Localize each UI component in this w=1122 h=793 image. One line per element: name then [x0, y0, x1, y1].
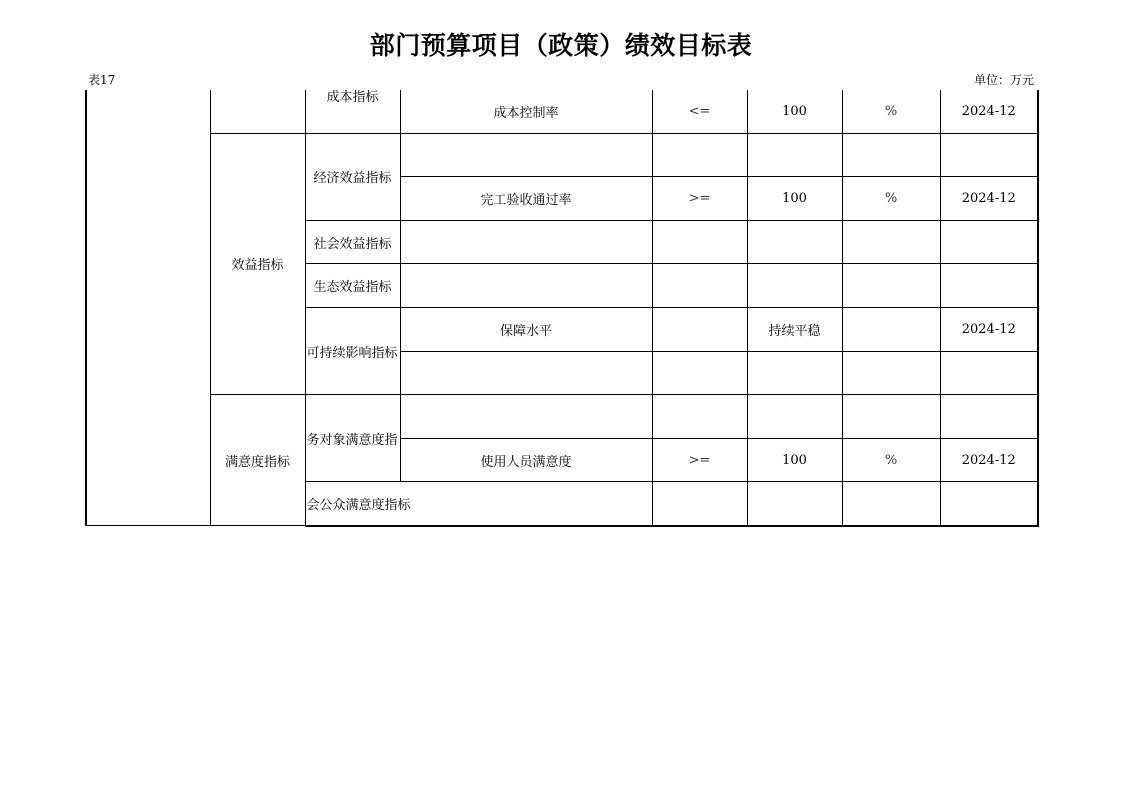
- indicator-cell-empty: [400, 133, 652, 177]
- value-cell-empty: [747, 264, 842, 308]
- level3-economic-indicator: 经济效益指标: [305, 133, 400, 220]
- unit-cell-empty: [842, 395, 940, 439]
- level3-eco-indicator: 生态效益指标: [305, 264, 400, 308]
- level3-sustain-indicator: 可持续影响指标: [305, 307, 400, 394]
- operator-cell-empty: [652, 307, 747, 351]
- value-cell-empty: [747, 133, 842, 177]
- indicator-cost-control-rate: 成本控制率: [400, 90, 652, 133]
- deadline-cell-empty: [940, 482, 1038, 526]
- unit-cell: %: [842, 177, 940, 221]
- table-number: 表17: [88, 73, 116, 87]
- level1-cell-empty: [86, 90, 210, 526]
- value-cell: 100: [747, 438, 842, 482]
- deadline-cell-empty: [940, 351, 1038, 395]
- unit-cell-empty: [842, 133, 940, 177]
- level2-cell-empty: [210, 90, 305, 133]
- deadline-cell-empty: [940, 133, 1038, 177]
- indicator-acceptance-rate: 完工验收通过率: [400, 177, 652, 221]
- unit-cell: %: [842, 438, 940, 482]
- deadline-cell: 2024-12: [940, 438, 1038, 482]
- indicator-user-satisfaction: 使用人员满意度: [400, 438, 652, 482]
- unit-cell-empty: [842, 220, 940, 264]
- operator-cell-empty: [652, 220, 747, 264]
- level2-benefit-indicator: 效益指标: [210, 133, 305, 395]
- level2-satisfaction-indicator: 满意度指标: [210, 395, 305, 526]
- operator-cell: >=: [652, 438, 747, 482]
- unit-cell-empty: [842, 264, 940, 308]
- indicator-cell-empty: [400, 220, 652, 264]
- table-row: [86, 90, 1038, 133]
- operator-cell-empty: [652, 133, 747, 177]
- value-cell-empty: [747, 351, 842, 395]
- operator-cell: >=: [652, 177, 747, 221]
- unit-cell-empty: [842, 351, 940, 395]
- unit-cell-empty: [842, 307, 940, 351]
- indicator-cell-empty: [400, 264, 652, 308]
- indicator-cell-empty: [400, 351, 652, 395]
- table-row: [86, 395, 1038, 439]
- value-cell-empty: [747, 482, 842, 526]
- value-cell: 持续平稳: [747, 307, 842, 351]
- deadline-cell: 2024-12: [940, 307, 1038, 351]
- level3-cost-indicator: 成本指标: [305, 90, 400, 133]
- performance-target-table: [85, 90, 1039, 527]
- operator-cell-empty: [652, 351, 747, 395]
- deadline-cell-empty: [940, 220, 1038, 264]
- deadline-cell: 2024-12: [940, 90, 1038, 133]
- operator-cell-empty: [652, 482, 747, 526]
- deadline-cell-empty: [940, 395, 1038, 439]
- value-cell: 100: [747, 177, 842, 221]
- value-cell-empty: [747, 395, 842, 439]
- unit-cell-empty: [842, 482, 940, 526]
- indicator-guarantee-level: 保障水平: [400, 307, 652, 351]
- level3-public-satisfaction: 会公众满意度指标: [305, 482, 652, 526]
- deadline-cell: 2024-12: [940, 177, 1038, 221]
- table-row: [86, 133, 1038, 177]
- operator-cell: <=: [652, 90, 747, 133]
- value-cell: 100: [747, 90, 842, 133]
- unit-cell: %: [842, 90, 940, 133]
- page-title: 部门预算项目（政策）绩效目标表: [369, 31, 753, 60]
- indicator-cell-empty: [400, 395, 652, 439]
- level3-social-indicator: 社会效益指标: [305, 220, 400, 264]
- value-cell-empty: [747, 220, 842, 264]
- deadline-cell-empty: [940, 264, 1038, 308]
- level3-service-satisfaction: 务对象满意度指: [305, 395, 400, 482]
- unit-label: 单位：万元: [973, 73, 1034, 87]
- operator-cell-empty: [652, 264, 747, 308]
- operator-cell-empty: [652, 395, 747, 439]
